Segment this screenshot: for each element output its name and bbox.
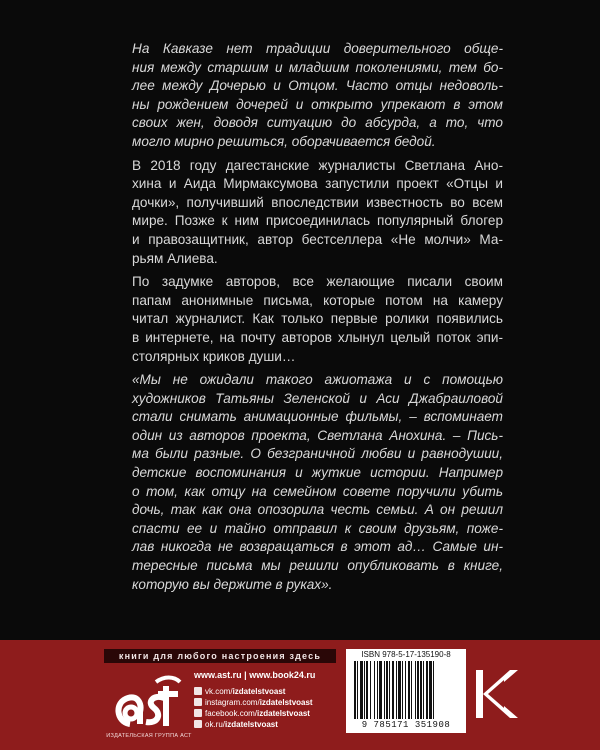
barcode-bar [357, 661, 358, 719]
text-line: своих жен, доводя ситуацию до абсурда, а то, что [132, 115, 503, 131]
text-line: мире. Позже к ним присоединилась популярный блогер [132, 213, 503, 229]
barcode-bar [396, 661, 397, 719]
facebook-icon [194, 709, 202, 717]
website-links[interactable]: www.ast.ru | www.book24.ru [194, 670, 316, 680]
vk-icon [194, 687, 202, 695]
social-link-prefix: instagram.com/ [205, 697, 260, 707]
text-line: «Мы не ожидали такого ажиотажа и с помощью [132, 372, 503, 388]
barcode-bar [366, 661, 368, 719]
text-line: ния между старшим и младшим поколениями, тем бо- [132, 59, 503, 75]
paragraph [118, 40, 503, 152]
text-line: детские воспоминания и жуткие истории. Например [132, 465, 503, 481]
text-line: спасти ее и тайно отправил к своим друзьям, поже- [132, 520, 503, 536]
social-link-prefix: facebook.com/ [205, 708, 258, 718]
barcode-bar [392, 661, 394, 719]
barcode-bar [429, 661, 432, 719]
text-line: дочки», получивший впоследствии известность во всем [132, 194, 503, 210]
text-line: тересные письма мы решили опубликовать в книге, [132, 558, 503, 574]
isbn-number: ISBN 978-5-17-135190-8 [361, 650, 451, 659]
logo-caption: ИЗДАТЕЛЬСКАЯ ГРУППА АСТ [106, 733, 192, 739]
text-line: ны рождением дочерей и открыто упрекают в этом [132, 96, 503, 112]
barcode-bar [386, 661, 388, 719]
text-line: ма были разные. О безграничной любви и равнодушии, [132, 446, 503, 462]
ast-logo [110, 672, 190, 732]
social-link-handle: izdatelstvoast [259, 697, 313, 707]
barcode-bar [364, 661, 365, 719]
text-line: хина и Аида Мирмаксумова запустили проект «Отцы и [132, 176, 503, 192]
social-link[interactable] [194, 697, 344, 707]
social-link-handle: izdatelstvoast [257, 708, 310, 718]
text-line: и правозащитник, автор бестселлера «Не молчи» Ма- [132, 231, 503, 247]
text-line: читал журналист. Как только первые ролики появились [132, 311, 503, 327]
social-links [194, 686, 344, 729]
text-line: По задумке авторов, все желающие писали своим [132, 274, 503, 290]
k-logo-icon [470, 666, 522, 722]
social-link-handle: izdatelstvoast [225, 719, 278, 729]
barcode-bar [377, 661, 378, 719]
barcode-bar [417, 661, 419, 719]
barcode-bar [374, 661, 375, 719]
tagline: книги для любого настроения здесь [104, 649, 336, 663]
instagram-icon [194, 698, 202, 706]
barcode-bar [420, 661, 422, 719]
text-line: В 2018 году дагестанские журналисты Светлана Ано- [132, 157, 503, 173]
barcode-bar [415, 661, 416, 719]
barcode-bar [433, 661, 434, 719]
social-link[interactable] [194, 708, 344, 718]
text-line: художников Татьяны Зеленской и Аси Джабраиловой [132, 390, 503, 406]
barcode-bar [411, 661, 412, 719]
barcode-image [352, 661, 460, 721]
paragraph [118, 157, 503, 269]
barcode-bar [384, 661, 385, 719]
social-link-handle: izdatelstvoast [232, 686, 286, 696]
barcode-bar [354, 661, 356, 719]
barcode-bar [426, 661, 428, 719]
text-line: дочь, так как она опозорила честь семьи. А он решил [132, 502, 503, 518]
text-line: один из авторов проекта, Светлана Анохина. – Пись- [132, 427, 503, 443]
odnoklassniki-icon [194, 720, 202, 728]
barcode-bar [370, 661, 371, 719]
text-line: рьям Алиева. [132, 250, 218, 266]
isbn-barcode-block [346, 649, 466, 733]
barcode-bar [389, 661, 390, 719]
annotation-text [118, 40, 503, 599]
barcode-bar [408, 661, 410, 719]
barcode-bar [360, 661, 363, 719]
text-line: лее между Дочерью и Отцом. Часто отцы недоволь- [132, 78, 503, 94]
text-line: стали снимать анимационные фильмы, – вспоминает [132, 409, 503, 425]
barcode-bar [402, 661, 403, 719]
social-link[interactable] [194, 719, 344, 729]
publisher-links [194, 669, 344, 730]
barcode-bar [379, 661, 382, 719]
text-line: о том, как отцу на семейном совете поручили убить [132, 483, 503, 499]
barcode-digits: 9 785171 351908 [361, 720, 451, 730]
text-line: которую вы держите в руках». [132, 576, 333, 592]
text-line: лав никогда не возвращаться в этот ад… Самые ин- [132, 539, 503, 555]
social-link-prefix: vk.com/ [205, 686, 233, 696]
social-link[interactable] [194, 686, 344, 696]
paragraph [118, 371, 503, 594]
barcode-bar [423, 661, 424, 719]
text-line: в интернете, на почту авторов хлынул целый поток эпи- [132, 329, 503, 345]
text-line: могло мирно решиться, оборачивается бедой. [132, 133, 436, 149]
barcode-bar [405, 661, 406, 719]
paragraph [118, 273, 503, 366]
social-link-prefix: ok.ru/ [205, 719, 226, 729]
text-line: папам анонимные письма, которые потом на камеру [132, 292, 503, 308]
barcode-bar [398, 661, 401, 719]
text-line: столярных криков души… [132, 348, 296, 364]
ast-logo-icon [110, 672, 190, 732]
text-line: На Кавказе нет традиции доверительного обще- [132, 41, 503, 56]
publisher-k-logo [470, 666, 522, 722]
